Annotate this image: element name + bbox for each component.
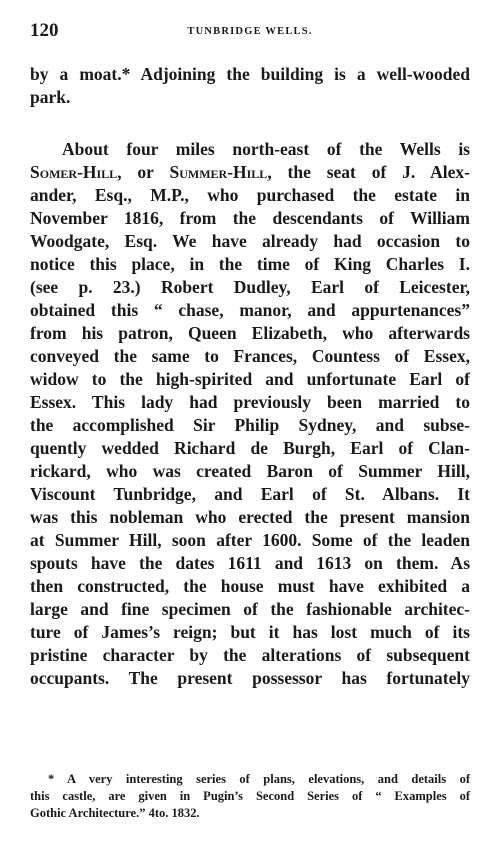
text-line: at Summer Hill, soon after 1600. Some of the leaden bbox=[30, 530, 470, 550]
footnote bbox=[30, 771, 470, 822]
paragraph-continued bbox=[30, 63, 470, 109]
text-line: rickard, who was created Baron of Summer Hill, bbox=[30, 461, 470, 481]
text-line: the accomplished Sir Philip Sydney, and subse- bbox=[30, 415, 470, 435]
text-fragment: , or bbox=[117, 162, 170, 182]
text-line: was this nobleman who erected the present mansion bbox=[30, 507, 470, 527]
running-head bbox=[30, 20, 470, 42]
text-line: Woodgate, Esq. We have already had occasion to bbox=[30, 231, 470, 251]
footnote-line: * A very interesting series of plans, elevations, and details of bbox=[48, 772, 470, 786]
paragraph-somer-hill bbox=[30, 138, 470, 690]
text-line: large and fine specimen of the fashionable architec- bbox=[30, 599, 470, 619]
text-line: ture of James’s reign; but it has lost much of its bbox=[30, 622, 470, 642]
page-number: 120 bbox=[30, 20, 59, 41]
text-line: obtained this “ chase, manor, and appurtenances” bbox=[30, 300, 470, 320]
text-line: then constructed, the house must have exhibited a bbox=[30, 576, 470, 596]
text-line: (see p. 23.) Robert Dudley, Earl of Leicester, bbox=[30, 277, 470, 297]
text-line: by a moat.* Adjoining the building is a well-wooded bbox=[30, 64, 470, 84]
text-line: spouts have the dates 1611 and 1613 on them. As bbox=[30, 553, 470, 573]
place-name-somer-hill: Somer-Hill bbox=[30, 162, 118, 182]
text-line: occupants. The present possessor has fortunately bbox=[30, 668, 470, 688]
text-line: quently wedded Richard de Burgh, Earl of Clan- bbox=[30, 438, 470, 458]
text-line: Viscount Tunbridge, and Earl of St. Albans. It bbox=[30, 484, 470, 504]
text-line: About four miles north-east of the Wells is bbox=[62, 139, 470, 159]
text-fragment: , the seat of J. Alex- bbox=[267, 162, 470, 182]
text-line: conveyed the same to Frances, Countess of Essex, bbox=[30, 346, 470, 366]
place-name-summer-hill: Summer-Hill bbox=[169, 162, 268, 182]
text-line: widow to the high-spirited and unfortunate Earl of bbox=[30, 369, 470, 389]
running-title: TUNBRIDGE WELLS. bbox=[187, 26, 313, 37]
footnote-line: Gothic Architecture.” 4to. 1832. bbox=[30, 806, 200, 820]
footnote-line: this castle, are given in Pugin’s Second Series of “ Examples of bbox=[30, 789, 470, 803]
text-line: ander, Esq., M.P., who purchased the estate in bbox=[30, 185, 470, 205]
text-line: Essex. This lady had previously been married to bbox=[30, 392, 470, 412]
text-line: notice this place, in the time of King Charles I. bbox=[30, 254, 470, 274]
text-line: November 1816, from the descendants of William bbox=[30, 208, 470, 228]
text-line: park. bbox=[30, 87, 71, 107]
text-line: pristine character by the alterations of subsequent bbox=[30, 645, 470, 665]
text-line: from his patron, Queen Elizabeth, who afterwards bbox=[30, 323, 470, 343]
text-line-somer-hill bbox=[30, 161, 470, 184]
